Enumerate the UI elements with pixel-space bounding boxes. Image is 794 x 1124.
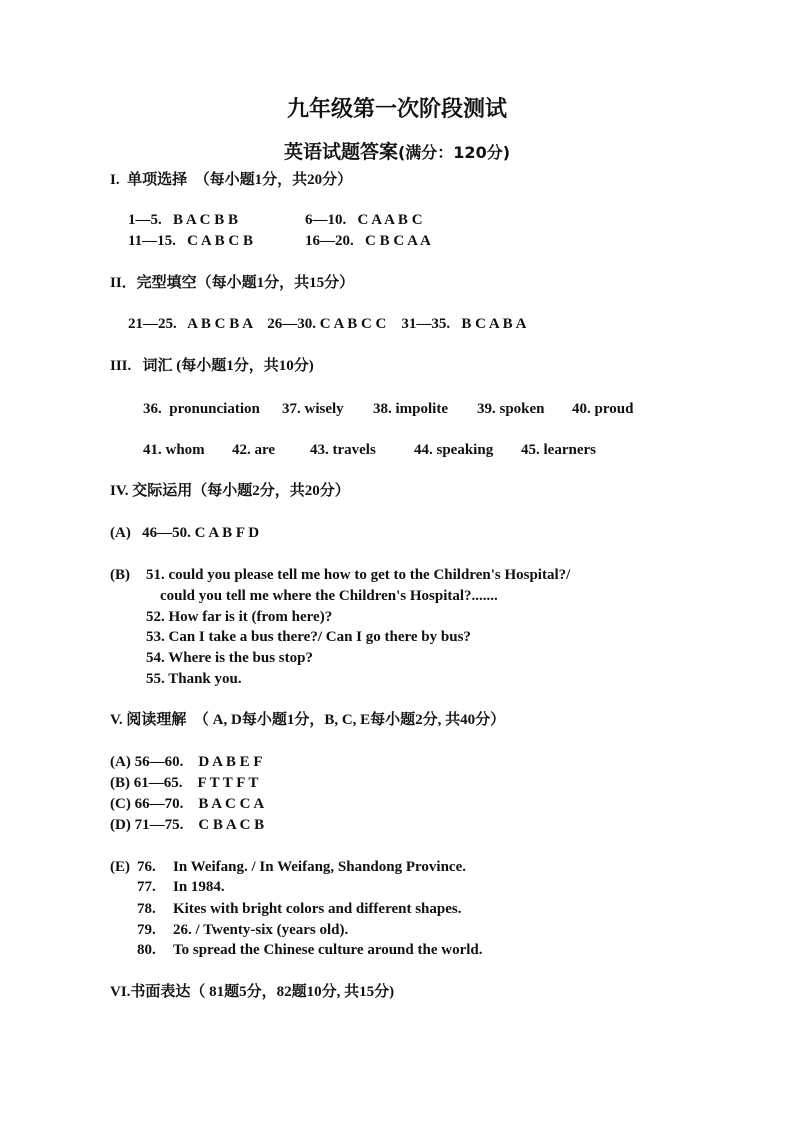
section-6-heading: VI.书面表达（ 81题5分，82题10分, 共15分) <box>110 984 395 1000</box>
section-4-heading: IV. 交际运用（每小题2分，共20分） <box>110 483 350 499</box>
vocab-item: 45. learners <box>521 442 596 458</box>
vocab-item: 42. are <box>232 442 276 458</box>
vocab-item: 44. speaking <box>414 442 494 458</box>
item-number: 79. <box>137 922 156 938</box>
vocab-item: 37. wisely <box>282 401 344 417</box>
section-1-heading: I. 单项选择 （每小题1分，共20分） <box>110 172 353 188</box>
page-title: 九年级第一次阶段测试 <box>286 97 507 122</box>
reading-answer: In Weifang. / In Weifang, Shandong Province. <box>173 859 466 875</box>
vocab-item: 38. impolite <box>373 401 448 417</box>
answer-row: 6—10. C A A B C <box>305 212 423 228</box>
answer-row: 1—5. B A C B B <box>128 212 239 228</box>
subtitle-text: 英语试题答案 <box>283 141 398 163</box>
answer-row: 16—20. C B C A A <box>305 233 431 249</box>
part-label: (E) <box>110 859 130 875</box>
dialogue-answer: 53. Can I take a bus there?/ Can I go there by bus? <box>146 629 471 645</box>
section-3-heading: III. 词汇 (每小题1分，共10分) <box>110 358 314 374</box>
subtitle-score: (满分：120分) <box>397 143 511 162</box>
dialogue-answer: could you tell me where the Children's Hospital?....... <box>160 588 498 604</box>
page-subtitle <box>0 137 794 164</box>
vocab-item: 36. pronunciation <box>143 401 260 417</box>
section-5-heading: V. 阅读理解 （ A, D每小题1分，B, C, E每小题2分, 共40分） <box>110 712 506 728</box>
answer-row: (C) 66—70. B A C C A <box>110 796 265 812</box>
section-2-heading: II．完型填空（每小题1分，共15分） <box>110 275 355 291</box>
item-number: 78. <box>137 901 156 917</box>
reading-answer: In 1984. <box>173 879 225 895</box>
answer-row: (B) 61—65. F T T F T <box>110 775 259 791</box>
vocab-item: 40. proud <box>572 401 634 417</box>
reading-answer: To spread the Chinese culture around the world. <box>173 942 483 958</box>
answer-row: (D) 71—75. C B A C B <box>110 817 265 833</box>
dialogue-answer: 55. Thank you. <box>146 671 242 687</box>
answer-row: (A) 46—50. C A B F D <box>110 525 260 541</box>
vocab-item: 43. travels <box>310 442 376 458</box>
item-number: 80. <box>137 942 156 958</box>
dialogue-answer: 51. could you please tell me how to get to the Children's Hospital?/ <box>146 567 571 583</box>
vocab-item: 39. spoken <box>477 401 545 417</box>
answer-row: 11—15. C A B C B <box>128 233 254 249</box>
item-number: 76. <box>137 859 156 875</box>
answer-row: (A) 56—60. D A B E F <box>110 754 263 770</box>
dialogue-answer: 52. How far is it (from here)? <box>146 609 333 625</box>
part-label: (B) <box>110 567 130 583</box>
dialogue-answer: 54. Where is the bus stop? <box>146 650 313 666</box>
reading-answer: 26. / Twenty-six (years old). <box>173 922 349 938</box>
answer-row: 21—25. A B C B A 26—30. C A B C C 31—35. B C A B A <box>128 316 527 332</box>
reading-answer: Kites with bright colors and different shapes. <box>173 901 462 917</box>
item-number: 77. <box>137 879 156 895</box>
vocab-item: 41. whom <box>143 442 205 458</box>
